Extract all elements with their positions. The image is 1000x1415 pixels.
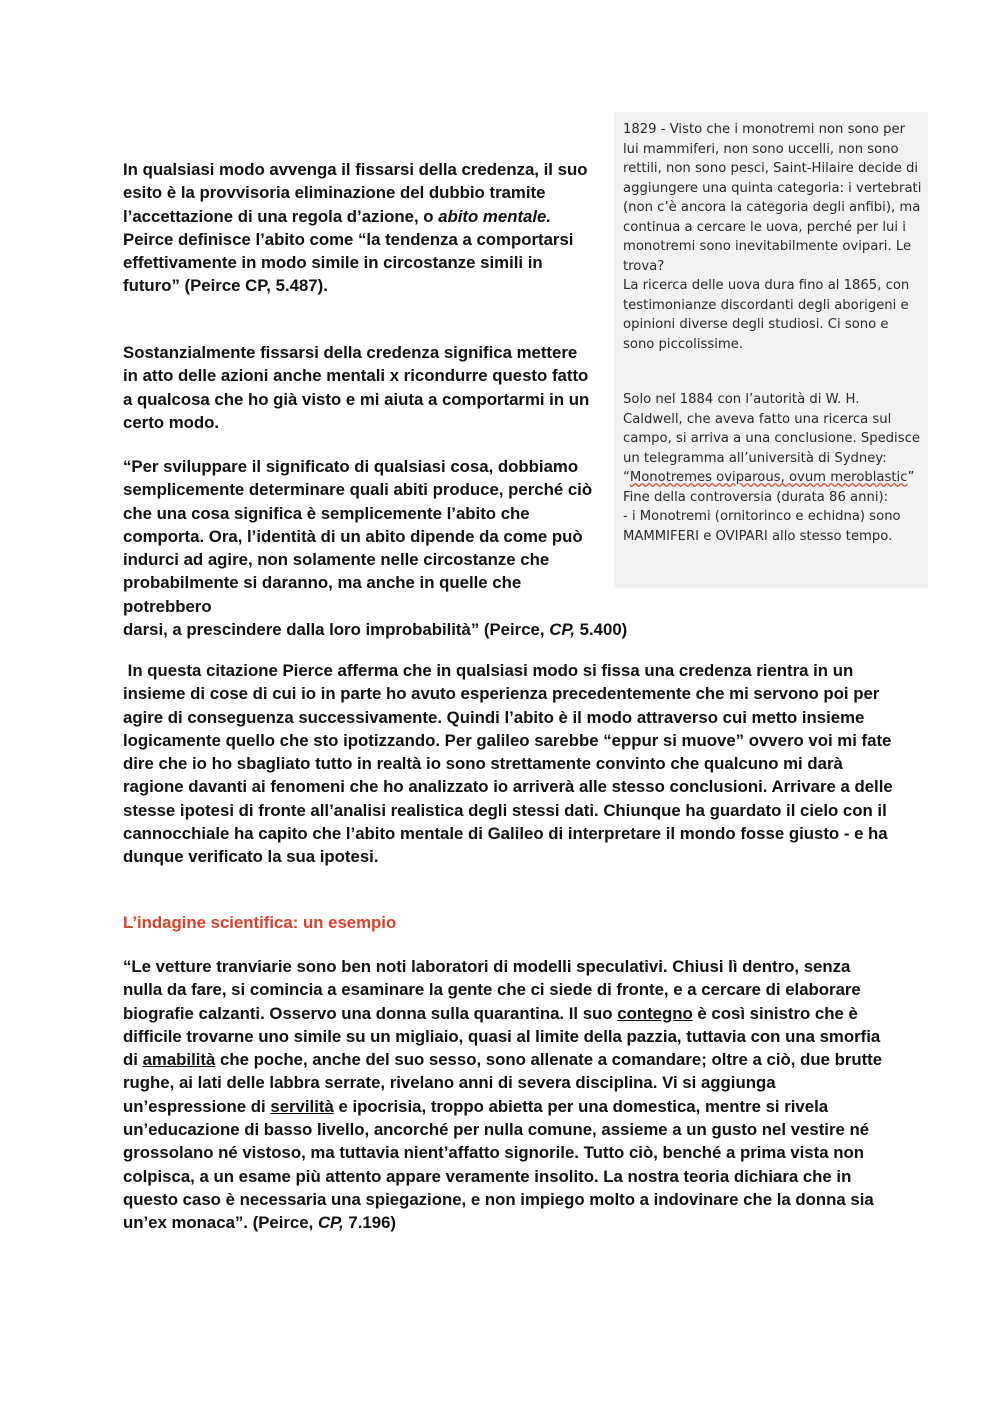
quote-text: che poche, anche del suo sesso, sono allenate a comandare; oltre a ciò, due brutte rughe, ai lati delle labbra serrate, rivelano anni di severa disciplina. Vi si aggiunga un’espressione di bbox=[123, 1050, 883, 1116]
quote-text: 7.196) bbox=[343, 1213, 396, 1233]
underlined-word: amabilità bbox=[142, 1050, 216, 1070]
paragraph-quote-tranviarie bbox=[123, 955, 893, 1235]
quote-text: darsi, a prescindere dalla loro improbabilità” (Peirce, bbox=[123, 620, 550, 640]
italic-term: abito mentale. bbox=[438, 206, 552, 226]
quote-text: e ipocrisia, troppo abietta per una domestica, mentre si rivela un’educazione di basso livello, ancorché per nulla comune, assieme a un gusto nel vestire né grossolano né vistoso, ma tuttavia nient’affatto signorile. Tutto ciò, benché a prima vista non colpisca, a un esame più attento appare veramente insolito. La nostra teoria dichiara che in questo caso è necessaria una spiegazione, e non impiego molto a indovinare che la donna sia un’ex monaca”. (Peirce, bbox=[123, 1096, 874, 1233]
underlined-word: contegno bbox=[617, 1003, 693, 1023]
paragraph-text: Peirce definisce l’abito come “la tendenza a comportarsi effettivamente in modo simile in circostanze simili in futuro” (Peirce CP, 5.487). bbox=[123, 229, 574, 296]
section-heading: L’indagine scientifica: un esempio bbox=[123, 913, 397, 932]
paragraph-credenza bbox=[123, 158, 593, 298]
quote-text: è così sinistro che è difficile trovarne uno simile su un migliaio, quasi al limite della pazzia, tuttavia con una smorfia di bbox=[123, 1003, 881, 1070]
quote-text: “Le vetture tranviarie sono ben noti laboratori di modelli speculativi. Chiusi lì dentro, senza nulla da fare, si comincia a esaminare la gente che ci siede di fronte, e a cercare di elaborare biografie calzanti. Osservo una donna sulla quarantina. Il suo bbox=[123, 957, 861, 1023]
quote-last-line bbox=[123, 618, 723, 641]
quote-text: 5.400) bbox=[575, 620, 628, 640]
quote-main: “Per sviluppare il significato di qualsiasi cosa, dobbiamo semplicemente determinare quali abiti produce, perché ciò che una cosa significa è semplicemente l’abito che comporta. Ora, l’identità di un abito dipende da come può indurci ad agire, non solamente nelle circostanze che probabilmente si daranno, ma anche in quelle che potrebbero bbox=[123, 457, 593, 616]
sidebar-note-monotremes: 1829 - Visto che i monotremi non sono per lui mammiferi, non sono uccelli, non sono rettili, non sono pesci, Saint-Hilaire decide di aggiungere una quinta categoria: i vertebrati (non c’è ancora la categoria degli anfibi), ma continua a cercare le uova, perché per lui i monotremi sono inevitabilmente ovipari. Le trova? La ricerca delle uova dura fino al 1865, con testimonianze discordanti degli aborigeni e opinioni diverse degli studiosi. Ci sono e sono piccolissime. bbox=[623, 122, 922, 352]
underlined-word: servilità bbox=[270, 1096, 334, 1116]
sidebar-note-text: Solo nel 1884 con l’autorità di W. H. Caldwell, che aveva fatto una ricerca sul campo, si arriva a una conclusione. Spedisce un telegramma all’università di Sydney: “ bbox=[623, 392, 920, 485]
paragraph-text: In qualsiasi modo avvenga il fissarsi della credenza, il suo esito è la provvisoria eliminazione del dubbio tramite l’accettazione di una regola d’azione, o bbox=[123, 160, 588, 226]
italic-cp: CP, bbox=[317, 1213, 344, 1233]
telegram-quote: Monotremes oviparous, ovum meroblastic bbox=[629, 470, 908, 485]
paragraph-quote-abiti bbox=[123, 455, 723, 641]
paragraph-galileo: In questa citazione Pierce afferma che in qualsiasi modo si fissa una credenza rientra in un insieme di cose di cui io in parte ho avuto esperienza precedentemente che mi servono poi per agire di conseguenza successivamente. Quindi l’abito è il modo attraverso cui metto insieme logicamente quello che sto ipotizzando. Per galileo sarebbe “eppur si muove” ovvero voi mi fate dire che io ho sbagliato tutto in realtà io sono strettamente convinto che qualcuno mi darà ragione davanti ai fenomeni che ho analizzato io arriverà alle stesso conclusioni. Arrivare a delle stesse ipotesi di fronte all’analisi realistica degli stessi dati. Chiunque ha guardato il cielo con il cannocchiale ha capito che l’abito mentale di Galileo di interpretare il mondo fosse giusto - e ha dunque verificato la sua ipotesi. bbox=[123, 661, 898, 867]
paragraph-fissarsi: Sostanzialmente fissarsi della credenza significa mettere in atto delle azioni anche mentali x ricondurre questo fatto a qualcosa che ho già visto e mi aiuta a comportarmi in un certo modo. bbox=[123, 343, 590, 432]
italic-cp: CP, bbox=[549, 620, 576, 640]
sidebar-note-text: ” Fine della controversia (durata 86 anni): - i Monotremi (ornitorinco e echidna) sono MAMMIFERI e OVIPARI allo stesso tempo. bbox=[623, 470, 915, 544]
